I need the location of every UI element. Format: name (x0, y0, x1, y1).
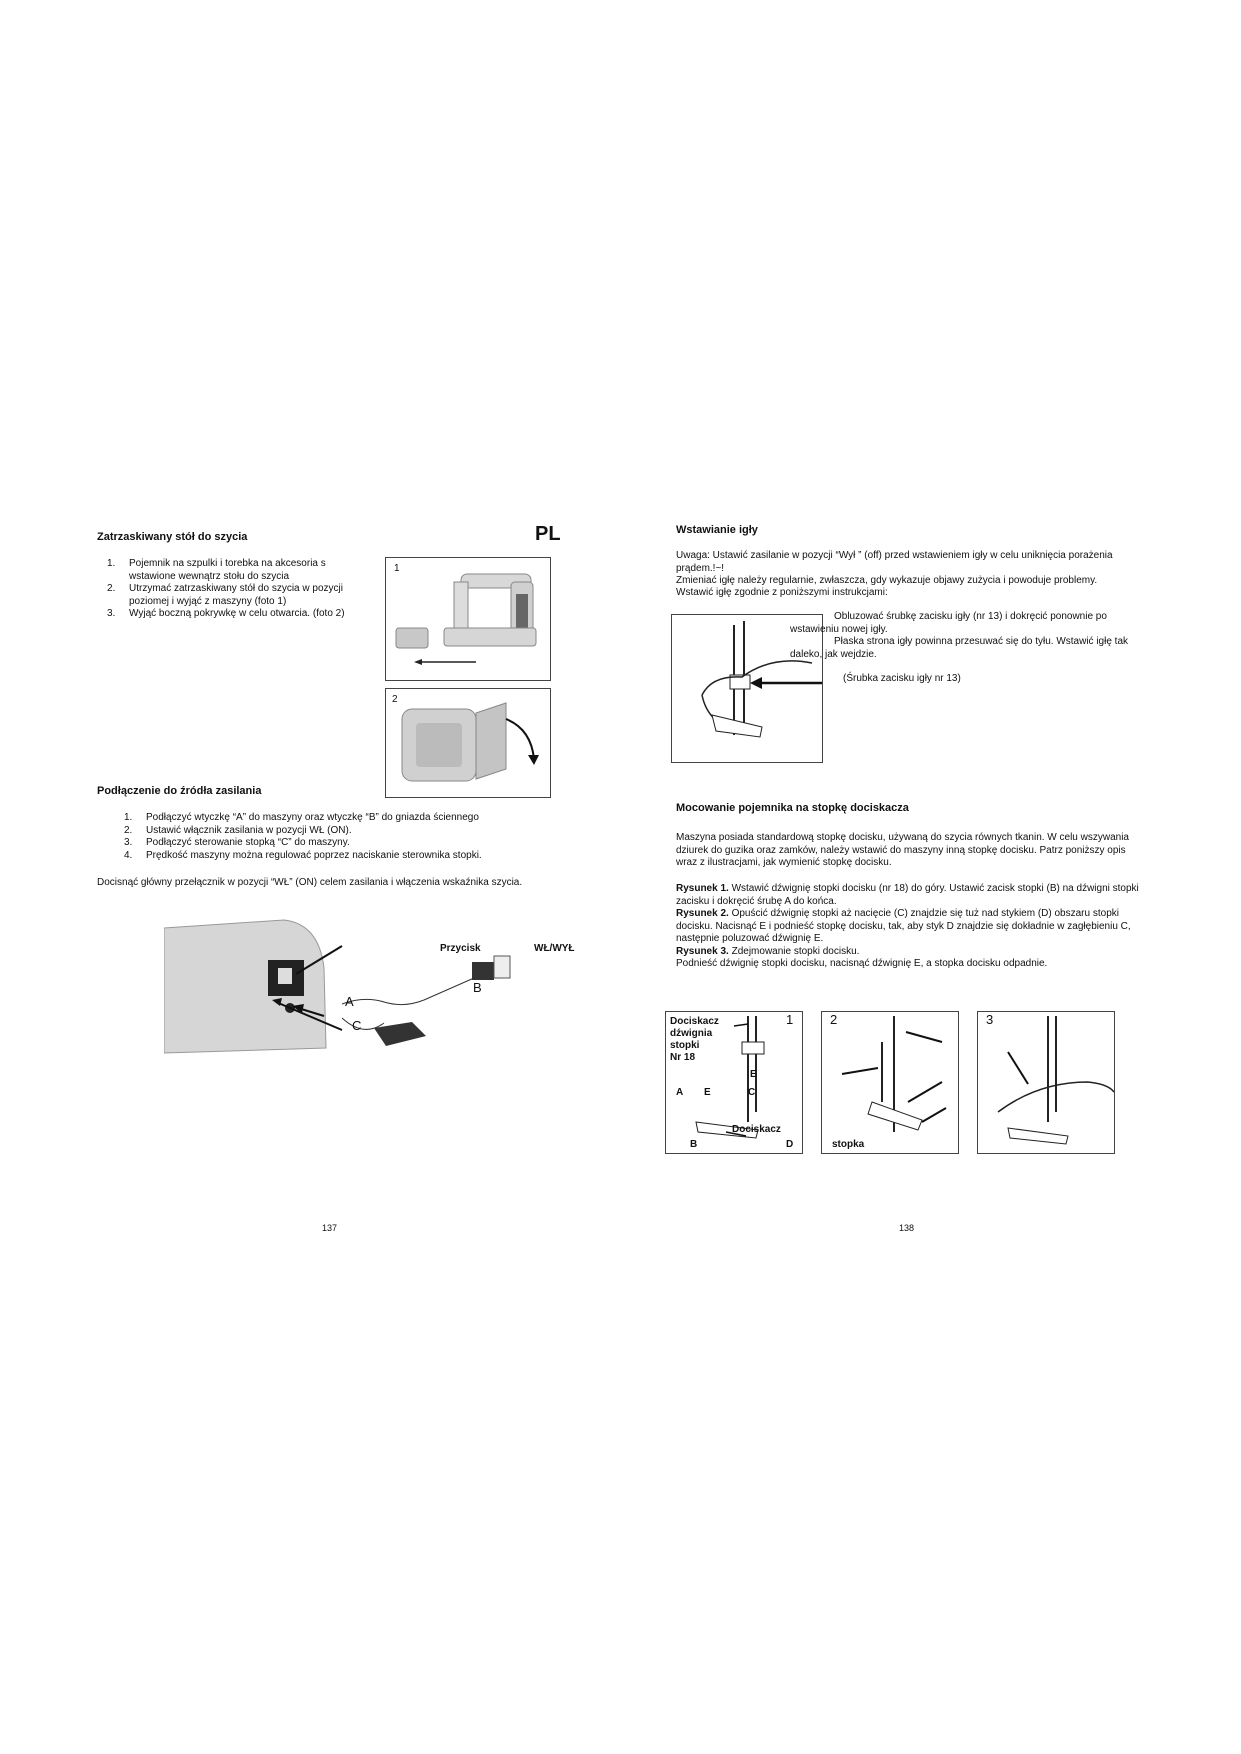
needle-para-1: Uwaga: Ustawić zasilanie w pozycji “Wył ” (off) przed wstawieniem igły w celu uniknięcia porażenia prądem.!~! (676, 550, 1113, 574)
panel-1 (665, 1011, 803, 1154)
presser-para-last: Podnieść dźwignię stopki docisku, nacisnąć dźwignię E, a stopka docisku odpadnie. (676, 958, 1048, 969)
power-steps (124, 812, 546, 862)
section-title-power: Podłączenie do źródła zasilania (97, 785, 262, 797)
label-e-lower: E (704, 1087, 711, 1098)
needle-para-2: Zmieniać igłę należy regularnie, zwłaszcza, gdy wykazuje objawy zużycia i powoduje problemy. (676, 575, 1098, 586)
panel-3-illustration (978, 1012, 1114, 1153)
figure-1-description: Rysunek 1. Wstawić dźwignię stopki docisku (nr 18) do góry. Ustawić zacisk stopki (B) na dźwigni stopki zacisku i dokręcić śrubę A do końca. (676, 883, 1139, 907)
list-item: 3. Wyjąć boczną pokrywkę w celu otwarcia. (foto 2) (107, 608, 345, 619)
sewing-machine-photo (386, 558, 550, 680)
presser-para-1: Maszyna posiada standardową stopkę docisku, używaną do szycia równych tkanin. W celu wszywania dziurek do guzika oraz zamków, należy wstawić do maszyny inną stopkę docisku. Patrz poniższy opis wraz z ilustracjami, jak wymienić stopkę docisku. (676, 832, 1129, 868)
label-a: A (345, 994, 354, 1009)
photo-number: 2 (392, 694, 398, 705)
label-c: C (352, 1018, 362, 1033)
panel-3 (977, 1011, 1115, 1154)
label-d: D (786, 1139, 794, 1150)
label-button: Przycisk (440, 943, 481, 954)
list-item: 3. Podłączyć sterowanie stopką “C” do maszyny. (124, 837, 350, 848)
figure-2-description: Rysunek 2. Opuścić dźwignię stopki aż nacięcie (C) znajdzie się tuż nad stykiem (D) obszaru stopki docisku. Nacisnąć E i podnieść stopkę docisku, tak, aby styk D znajdzie się dokładnie w zagłębieniu C, następnie poluzować dźwignię E. (676, 908, 1131, 944)
label-b: B (473, 980, 482, 995)
needle-para-3: Wstawić igłę zgodnie z poniższymi instrukcjami: (676, 587, 888, 598)
side-cover-photo (386, 689, 550, 797)
list-item: 1. Pojemnik na szpulki i torebka na akcesoria s wstawione wewnątrz stołu do szycia (107, 558, 326, 582)
label-b: B (690, 1139, 698, 1150)
photo-number: 1 (394, 563, 400, 574)
section-title-needle: Wstawianie igły (676, 524, 758, 536)
section-title-snap-table: Zatrzaskiwany stół do szycia (97, 531, 248, 543)
label-onoff: WŁ/WYŁ (534, 943, 575, 954)
needle-note-1: Obluzować śrubkę zacisku igły (nr 13) i dokręcić ponownie po wstawieniu nowej igły. (790, 611, 1107, 635)
foot-label-2: stopka (832, 1139, 865, 1150)
list-item: 1. Podłączyć wtyczkę “A” do maszyny oraz wtyczkę “B” do gniazda ściennego (124, 812, 479, 823)
language-badge: PL (535, 523, 561, 545)
list-item: 2. Ustawić włącznik zasilania w pozycji WŁ (ON). (124, 824, 352, 836)
label-c: C (748, 1087, 756, 1098)
list-item: 2. Utrzymać zatrzaskiwany stół do szycia w pozycji poziomej i wyjąć z maszyny (foto 1) (107, 583, 343, 607)
panel-number: 3 (986, 1012, 994, 1027)
power-paragraph: Docisnąć główny przełącznik w pozycji “WŁ” (ON) celem zasilania i włączenia wskaźnika szycia. (97, 877, 523, 888)
panel-2 (821, 1011, 959, 1154)
needle-note-3: (Śrubka zacisku igły nr 13) (843, 673, 961, 684)
page-number: 138 (899, 1223, 915, 1233)
panel-2-illustration (822, 1012, 958, 1153)
photo-2-frame (385, 688, 551, 798)
page-number: 137 (322, 1223, 338, 1233)
snap-table-steps (107, 558, 369, 621)
machine-power-illustration (164, 918, 584, 1063)
list-item: 4. Prędkość maszyny można regulować poprzez naciskanie sterownika stopki. (124, 849, 482, 861)
label-a: A (676, 1087, 684, 1098)
power-figure (164, 918, 584, 1063)
panel-number: 2 (830, 1012, 838, 1027)
figure-3-description: Rysunek 3. Zdejmowanie stopki docisku. (676, 946, 860, 957)
foot-label-1: Dociskacz (732, 1124, 781, 1135)
needle-note-2: Płaska strona igły powinna przesuwać się do tyłu. Wstawić igłę tak daleko, jak wejdzie. (790, 636, 1129, 660)
photo-1-frame (385, 557, 551, 681)
label-e-upper: E (750, 1069, 757, 1080)
section-title-presser-foot: Mocowanie pojemnika na stopkę dociskacza (676, 802, 909, 814)
panel-number: 1 (786, 1012, 794, 1027)
lever-label: Dociskacz dźwignia stopki Nr 18 (670, 1016, 719, 1063)
